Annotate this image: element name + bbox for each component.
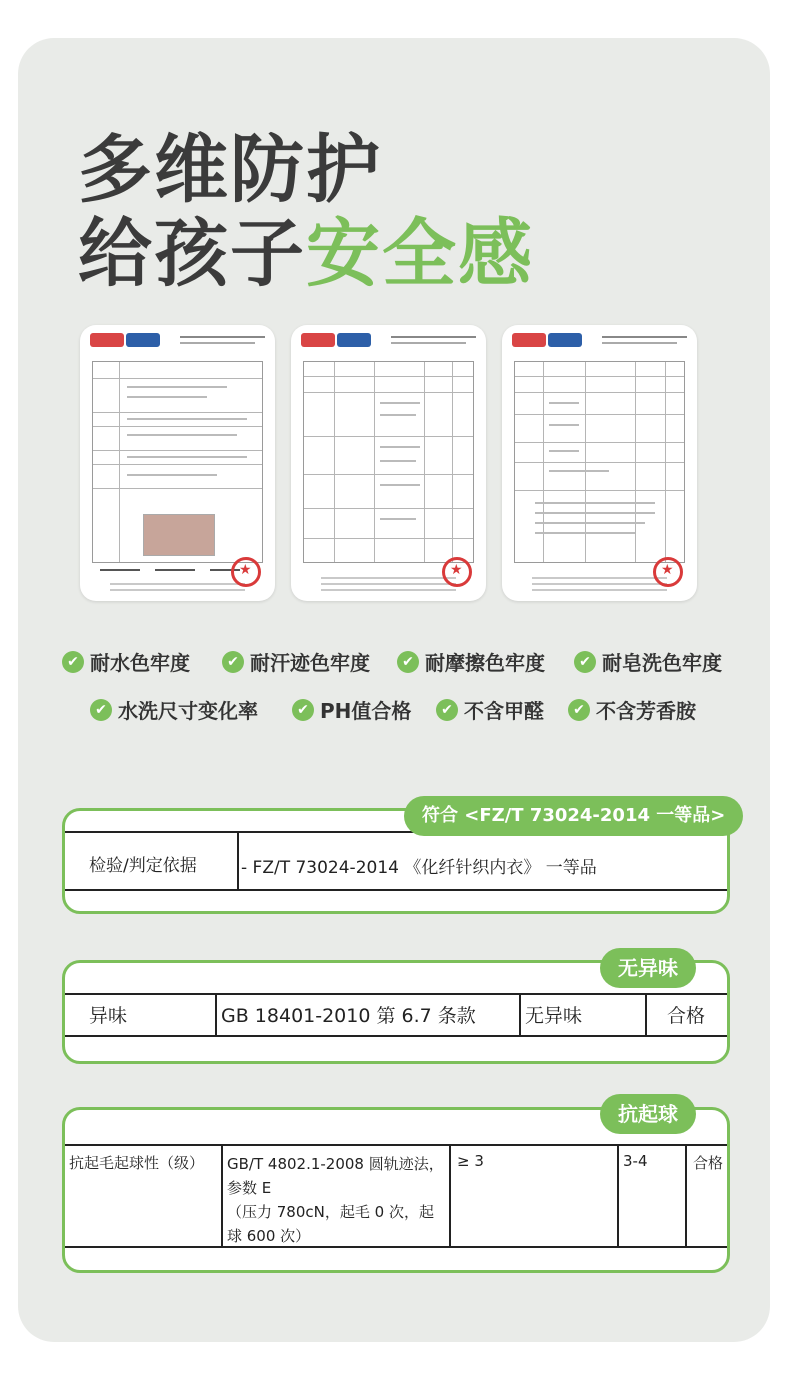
standard-value: - FZ/T 73024-2014 《化纤针织内衣》 一等品 xyxy=(241,858,597,878)
odor-method: GB 18401-2010 第 6.7 条款 xyxy=(221,1005,476,1027)
check-icon: ✔ xyxy=(436,699,458,721)
pilling-method: GB/T 4802.1-2008 圆轨迹法， 参数 E （压力 780cN，起毛 0 次，起 球 600 次） xyxy=(227,1155,444,1245)
pilling-requirement: ≥ 3 xyxy=(457,1152,484,1170)
report-header xyxy=(512,333,687,349)
tag-item: ✔ 耐水色牢度 xyxy=(62,647,190,676)
cma-logo-icon xyxy=(512,333,546,347)
odor-item: 异味 xyxy=(89,1005,128,1027)
red-seal-icon xyxy=(653,557,683,587)
cnas-logo-icon xyxy=(548,333,582,347)
tag-item: ✔ 不含芳香胺 xyxy=(568,695,696,724)
cnas-logo-icon xyxy=(126,333,160,347)
cma-logo-icon xyxy=(90,333,124,347)
tag-item: ✔ 不含甲醛 xyxy=(436,695,544,724)
report-table xyxy=(92,361,263,563)
test-report-1 xyxy=(80,325,275,601)
report-table xyxy=(514,361,685,563)
headline-line1: 多维防护 xyxy=(78,127,382,213)
report-header xyxy=(301,333,476,349)
tag-item: ✔ 水洗尺寸变化率 xyxy=(90,695,258,724)
check-icon: ✔ xyxy=(568,699,590,721)
test-report-3 xyxy=(502,325,697,601)
check-icon: ✔ xyxy=(62,651,84,673)
pilling-judgement: 合格 xyxy=(693,1154,724,1172)
report-table xyxy=(303,361,474,563)
check-icon: ✔ xyxy=(292,699,314,721)
check-icon: ✔ xyxy=(222,651,244,673)
standard-label: 检验/判定依据 xyxy=(89,856,197,876)
odor-badge: 无异味 xyxy=(600,948,696,988)
odor-judgement: 合格 xyxy=(667,1005,706,1027)
odor-result: 无异味 xyxy=(525,1005,583,1027)
standard-badge: 符合 <FZ/T 73024-2014 一等品> xyxy=(404,796,743,836)
tag-item: ✔ 耐汗迹色牢度 xyxy=(222,647,370,676)
tag-item: ✔ 耐摩擦色牢度 xyxy=(397,647,545,676)
check-icon: ✔ xyxy=(90,699,112,721)
cma-logo-icon xyxy=(301,333,335,347)
check-icon: ✔ xyxy=(574,651,596,673)
pilling-badge: 抗起球 xyxy=(600,1094,696,1134)
report-header xyxy=(90,333,265,349)
headline-line2-highlight: 安全感 xyxy=(306,211,534,297)
headline-line2-prefix: 给孩子 xyxy=(78,211,306,297)
pilling-item: 抗起毛起球性（级） xyxy=(69,1154,205,1172)
headline xyxy=(78,128,534,296)
tag-item: ✔ 耐皂洗色牢度 xyxy=(574,647,722,676)
red-seal-icon xyxy=(231,557,261,587)
red-seal-icon xyxy=(442,557,472,587)
signature xyxy=(100,569,140,571)
test-report-2 xyxy=(291,325,486,601)
check-icon: ✔ xyxy=(397,651,419,673)
product-photo xyxy=(143,514,215,556)
pilling-result: 3-4 xyxy=(623,1152,648,1170)
headline-line2 xyxy=(78,212,534,296)
cnas-logo-icon xyxy=(337,333,371,347)
signature xyxy=(155,569,195,571)
tag-item: ✔ PH值合格 xyxy=(292,695,411,724)
